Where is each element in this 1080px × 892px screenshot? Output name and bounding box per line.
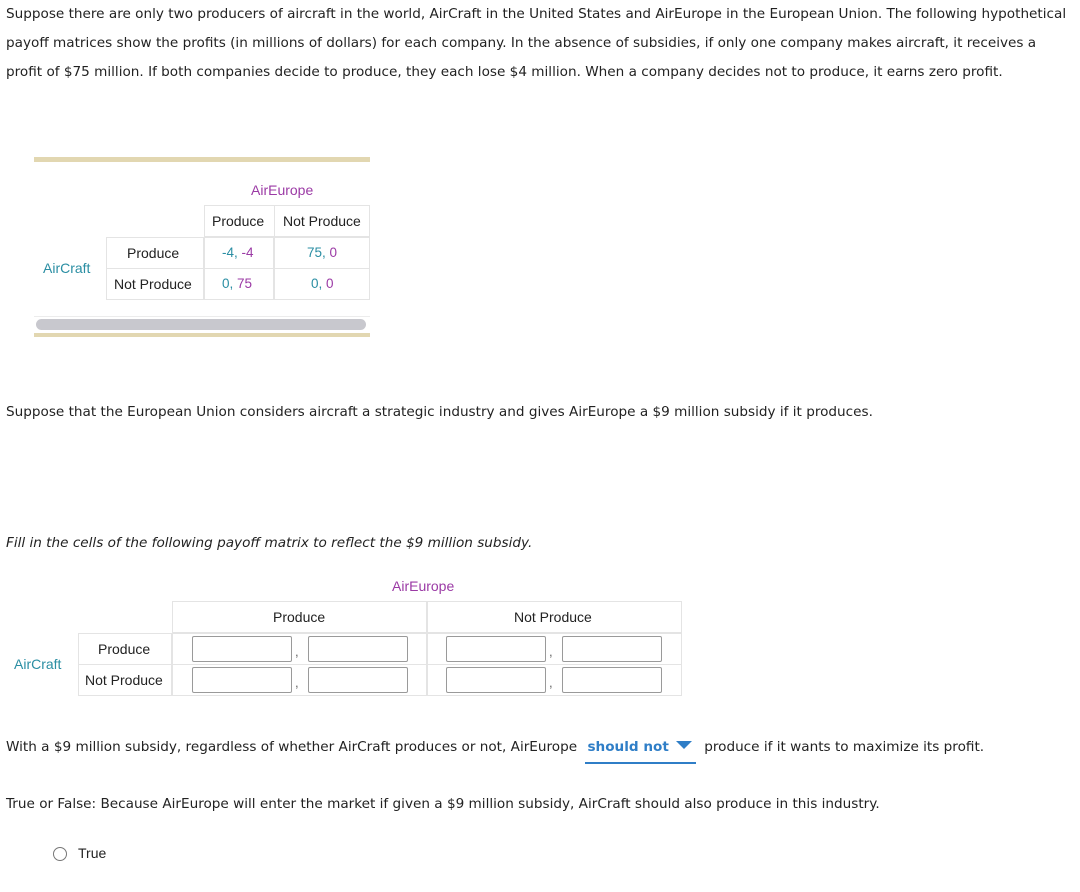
aireurope-payoff-produce-produce-input[interactable]	[308, 636, 408, 662]
payoff-separator: ,	[229, 276, 238, 291]
matrix1-row-divider-left	[106, 268, 204, 269]
sentence-after: produce if it wants to maximize its profit.	[704, 739, 985, 755]
payoff-comma: ,	[295, 644, 299, 659]
aireurope-payoff: 75	[237, 276, 253, 291]
aircraft-payoff-notproduce-notproduce-input[interactable]	[446, 667, 546, 693]
aireurope-payoff: 0	[326, 276, 334, 291]
true-option-label[interactable]: True	[78, 845, 107, 861]
aircraft-payoff-produce-notproduce-input[interactable]	[446, 636, 546, 662]
instruction-text: Fill in the cells of the following payoff matrix to reflect the $9 million subsidy.	[6, 535, 533, 551]
aircraft-payoff: 75	[307, 245, 323, 260]
aircraft-payoff-notproduce-produce-input[interactable]	[192, 667, 292, 693]
matrix1-payoff-produce-notproduce	[307, 245, 337, 260]
aircraft-payoff: -4	[222, 245, 235, 260]
matrix2-col-not-produce: Not Produce	[514, 609, 592, 625]
matrix1-col-not-produce: Not Produce	[283, 213, 361, 229]
aireurope-payoff-notproduce-notproduce-input[interactable]	[562, 667, 662, 693]
payoff-comma: ,	[549, 644, 553, 659]
subsidy-paragraph: Suppose that the European Union considers aircraft a strategic industry and gives AirEurope a $9 million subsidy if it produces.	[6, 404, 873, 420]
matrix2-col-player: AirEurope	[392, 578, 455, 594]
dropdown-sentence	[6, 733, 1076, 764]
matrix1-payoff-notproduce-notproduce	[311, 276, 334, 291]
aireurope-payoff-produce-notproduce-input[interactable]	[562, 636, 662, 662]
matrix2-row-player: AirCraft	[14, 656, 62, 672]
matrix2-row-not-produce: Not Produce	[85, 672, 163, 688]
chevron-down-icon	[676, 741, 692, 749]
matrix1-payoff-produce-produce	[222, 245, 254, 260]
payoff-comma: ,	[549, 675, 553, 690]
matrix1-row-player: AirCraft	[43, 260, 91, 276]
payoff-separator: ,	[234, 245, 242, 260]
aircraft-payoff: 0	[222, 276, 230, 291]
produce-decision-dropdown[interactable]	[585, 733, 695, 764]
dropdown-value: should not	[587, 739, 669, 755]
aireurope-payoff: 0	[329, 245, 338, 260]
intro-paragraph: Suppose there are only two producers of aircraft in the world, AirCraft in the United States and AirEurope in the European Union. The following hypothetical payoff matrices show the profits (in millions of dollars) for each company. In the absence of subsidies, if only one company makes aircraft, it receives a profit of $75 million. If both companies decide to produce, they each lose $4 million. When a company decides not to produce, it earns zero profit.	[6, 6, 1067, 80]
payoff-separator: ,	[318, 276, 327, 291]
matrix1-col-player: AirEurope	[251, 182, 314, 198]
sentence-before: With a $9 million subsidy, regardless of whether AirCraft produces or not, AirEurope	[6, 739, 578, 755]
table-top-rule	[34, 157, 370, 162]
aireurope-payoff-notproduce-produce-input[interactable]	[308, 667, 408, 693]
payoff-separator: ,	[322, 245, 330, 260]
payoff-comma: ,	[295, 675, 299, 690]
table-scrollbar-thumb[interactable]	[36, 319, 366, 330]
aircraft-payoff-produce-produce-input[interactable]	[192, 636, 292, 662]
matrix1-col-produce: Produce	[212, 213, 265, 229]
true-false-question: True or False: Because AirEurope will enter the market if given a $9 million subsidy, AirCraft should also produce in this industry.	[6, 796, 880, 812]
table-bottom-rule	[34, 333, 370, 337]
aireurope-payoff: -4	[241, 245, 254, 260]
matrix2-col-produce: Produce	[273, 609, 326, 625]
aircraft-payoff: 0	[311, 276, 319, 291]
matrix1-payoff-notproduce-produce	[222, 276, 252, 291]
matrix1-row-not-produce: Not Produce	[114, 276, 192, 292]
matrix1-row-produce: Produce	[127, 245, 180, 261]
true-radio-button[interactable]	[53, 847, 67, 861]
matrix2-row-produce: Produce	[98, 641, 151, 657]
